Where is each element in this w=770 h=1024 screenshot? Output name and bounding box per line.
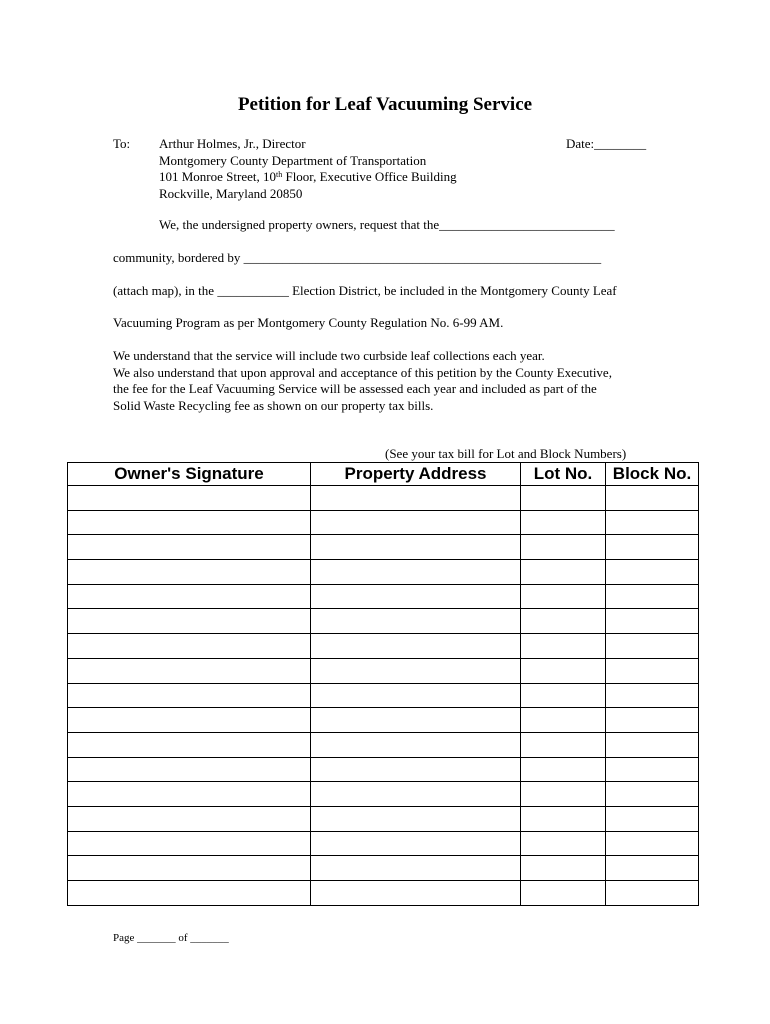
lot-no-cell[interactable] xyxy=(521,510,606,535)
owner-signature-cell[interactable] xyxy=(68,782,311,807)
block-no-cell[interactable] xyxy=(606,584,699,609)
table-row xyxy=(68,634,699,659)
property-address-cell[interactable] xyxy=(311,708,521,733)
table-row xyxy=(68,782,699,807)
street-start: 101 Monroe Street, 10 xyxy=(159,169,276,184)
property-address-cell[interactable] xyxy=(311,732,521,757)
property-address-cell[interactable] xyxy=(311,560,521,585)
lot-no-cell[interactable] xyxy=(521,708,606,733)
understanding-paragraph xyxy=(113,348,612,414)
property-address-cell[interactable] xyxy=(311,856,521,881)
property-address-cell[interactable] xyxy=(311,584,521,609)
owner-signature-cell[interactable] xyxy=(68,881,311,906)
property-address-cell[interactable] xyxy=(311,806,521,831)
signature-table xyxy=(67,462,699,906)
lot-no-cell[interactable] xyxy=(521,732,606,757)
table-row xyxy=(68,757,699,782)
request-line-2: community, bordered by _______________________________________________________ xyxy=(113,250,602,265)
block-no-cell[interactable] xyxy=(606,732,699,757)
property-address-cell[interactable] xyxy=(311,634,521,659)
property-address-cell[interactable] xyxy=(311,658,521,683)
table-row xyxy=(68,584,699,609)
column-header-property-address: Property Address xyxy=(311,463,521,486)
table-row xyxy=(68,609,699,634)
block-no-cell[interactable] xyxy=(606,831,699,856)
owner-signature-cell[interactable] xyxy=(68,856,311,881)
lot-no-cell[interactable] xyxy=(521,486,606,511)
property-address-cell[interactable] xyxy=(311,881,521,906)
paragraph-line: Solid Waste Recycling fee as shown on our property tax bills. xyxy=(113,397,434,413)
property-address-cell[interactable] xyxy=(311,609,521,634)
lot-no-cell[interactable] xyxy=(521,560,606,585)
property-address-cell[interactable] xyxy=(311,683,521,708)
block-no-cell[interactable] xyxy=(606,634,699,659)
owner-signature-cell[interactable] xyxy=(68,510,311,535)
request-line-4: Vacuuming Program as per Montgomery County Regulation No. 6-99 AM. xyxy=(113,315,504,330)
table-row xyxy=(68,881,699,906)
recipient-street xyxy=(159,169,457,186)
page-title: Petition for Leaf Vacuuming Service xyxy=(237,94,533,115)
block-no-cell[interactable] xyxy=(606,806,699,831)
table-row xyxy=(68,856,699,881)
block-no-cell[interactable] xyxy=(606,609,699,634)
lot-no-cell[interactable] xyxy=(521,535,606,560)
property-address-cell[interactable] xyxy=(311,757,521,782)
table-row xyxy=(68,510,699,535)
block-no-cell[interactable] xyxy=(606,782,699,807)
property-address-cell[interactable] xyxy=(311,782,521,807)
lot-no-cell[interactable] xyxy=(521,658,606,683)
request-line-3: (attach map), in the ___________ Election District, be included in the Montgomery County Leaf xyxy=(113,283,617,298)
paragraph-line: the fee for the Leaf Vacuuming Service will be assessed each year and included as part of the xyxy=(113,381,597,396)
table-row xyxy=(68,560,699,585)
table-row xyxy=(68,708,699,733)
block-no-cell[interactable] xyxy=(606,757,699,782)
block-no-cell[interactable] xyxy=(606,658,699,683)
owner-signature-cell[interactable] xyxy=(68,831,311,856)
to-label: To: xyxy=(113,136,131,151)
table-row xyxy=(68,732,699,757)
column-header-lot-no: Lot No. xyxy=(521,463,606,486)
tax-bill-note: (See your tax bill for Lot and Block Numbers) xyxy=(385,446,627,461)
request-line-1: We, the undersigned property owners, request that the___________________________ xyxy=(159,217,615,232)
owner-signature-cell[interactable] xyxy=(68,708,311,733)
lot-no-cell[interactable] xyxy=(521,609,606,634)
table-header-row xyxy=(68,463,699,486)
block-no-cell[interactable] xyxy=(606,683,699,708)
table-row xyxy=(68,535,699,560)
owner-signature-cell[interactable] xyxy=(68,757,311,782)
block-no-cell[interactable] xyxy=(606,486,699,511)
recipient-name: Arthur Holmes, Jr., Director xyxy=(159,136,306,151)
owner-signature-cell[interactable] xyxy=(68,535,311,560)
date-field[interactable]: Date:________ xyxy=(566,136,647,151)
property-address-cell[interactable] xyxy=(311,510,521,535)
lot-no-cell[interactable] xyxy=(521,634,606,659)
block-no-cell[interactable] xyxy=(606,856,699,881)
owner-signature-cell[interactable] xyxy=(68,732,311,757)
owner-signature-cell[interactable] xyxy=(68,806,311,831)
recipient-city: Rockville, Maryland 20850 xyxy=(159,185,303,201)
table-row xyxy=(68,806,699,831)
block-no-cell[interactable] xyxy=(606,881,699,906)
lot-no-cell[interactable] xyxy=(521,806,606,831)
table-row xyxy=(68,683,699,708)
block-no-cell[interactable] xyxy=(606,535,699,560)
block-no-cell[interactable] xyxy=(606,510,699,535)
table-row xyxy=(68,486,699,511)
owner-signature-cell[interactable] xyxy=(68,683,311,708)
lot-no-cell[interactable] xyxy=(521,831,606,856)
table-row xyxy=(68,658,699,683)
paragraph-line: We understand that the service will include two curbside leaf collections each year. xyxy=(113,348,545,363)
lot-no-cell[interactable] xyxy=(521,856,606,881)
paragraph-line: We also understand that upon approval and acceptance of this petition by the County Executive, xyxy=(113,364,612,380)
property-address-cell[interactable] xyxy=(311,535,521,560)
column-header-owners-signature: Owner's Signature xyxy=(68,463,311,486)
table-row xyxy=(68,831,699,856)
lot-no-cell[interactable] xyxy=(521,584,606,609)
floor-superscript: th xyxy=(275,170,283,179)
owner-signature-cell[interactable] xyxy=(68,609,311,634)
property-address-cell[interactable] xyxy=(311,486,521,511)
lot-no-cell[interactable] xyxy=(521,683,606,708)
owner-signature-cell[interactable] xyxy=(68,560,311,585)
block-no-cell[interactable] xyxy=(606,708,699,733)
property-address-cell[interactable] xyxy=(311,831,521,856)
recipient-department: Montgomery County Department of Transportation xyxy=(159,152,427,168)
block-no-cell[interactable] xyxy=(606,560,699,585)
lot-no-cell[interactable] xyxy=(521,881,606,906)
owner-signature-cell[interactable] xyxy=(68,658,311,683)
owner-signature-cell[interactable] xyxy=(68,584,311,609)
recipient-address xyxy=(159,136,457,202)
lot-no-cell[interactable] xyxy=(521,757,606,782)
column-header-block-no: Block No. xyxy=(606,463,699,486)
owner-signature-cell[interactable] xyxy=(68,634,311,659)
owner-signature-cell[interactable] xyxy=(68,486,311,511)
page-number-footer: Page _______ of _______ xyxy=(113,932,229,944)
lot-no-cell[interactable] xyxy=(521,782,606,807)
street-rest: Floor, Executive Office Building xyxy=(282,169,457,184)
